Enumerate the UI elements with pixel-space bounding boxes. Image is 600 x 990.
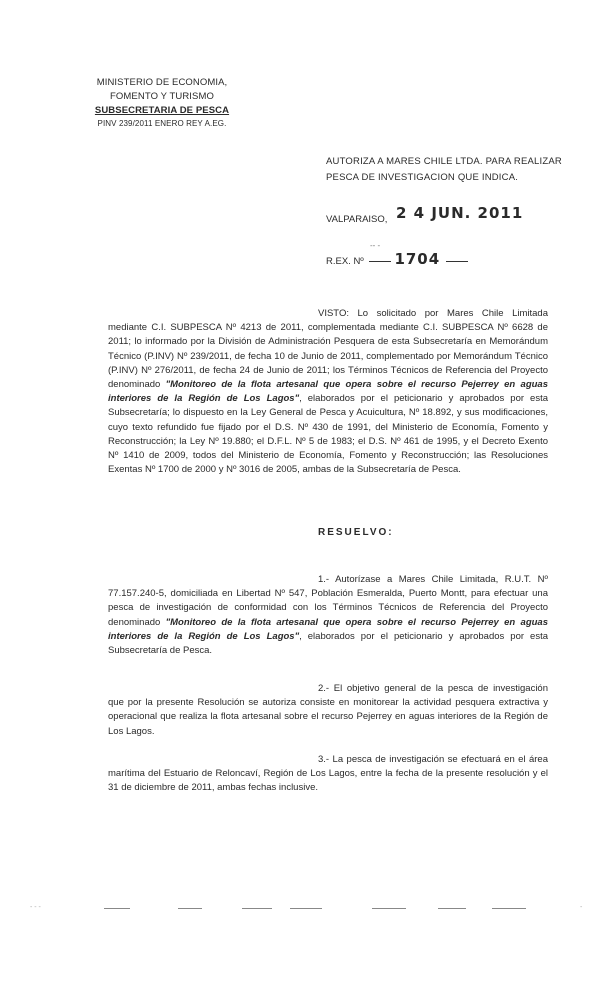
place-label: VALPARAISO, [326, 214, 388, 225]
subject-block [326, 154, 576, 186]
resolution-number [326, 250, 468, 268]
item-1-text-1: Autorízase a Mares Chile Limitada, R.U.T. Nº 77.157.240-5, domiciliada en Libertad Nº 547, Población Esmeralda, Puerto Montt, para efectuar una pesca de investigación de conformidad con los Términos Técnicos de Referencia del Proyecto denominado [108, 574, 548, 628]
footer-rule [104, 908, 130, 909]
scan-mark: - [580, 904, 583, 911]
subject-line-1: AUTORIZA A MARES CHILE LTDA. PARA REALIZAR [326, 156, 562, 167]
rex-number: 1704 [394, 250, 441, 268]
footer-rule [438, 908, 466, 909]
rex-underline-right [446, 261, 468, 262]
item-2-paragraph [108, 682, 548, 739]
visto-label: VISTO: [318, 308, 349, 319]
visto-project-title: "Monitoreo de la flota artesanal que opera sobre el recurso Pejerrey en aguas interiores de la Región de Los Lagos" [108, 379, 548, 405]
item-1-project-title: "Monitoreo de la flota artesanal que opera sobre el recurso Pejerrey en aguas interiores de la Región de Los Lagos" [108, 616, 548, 642]
footer-rule [492, 908, 526, 909]
item-1-number: 1.- [318, 574, 330, 585]
ministry-name-cont: FOMENTO Y TURISMO [110, 91, 214, 102]
ministry-name: MINISTERIO DE ECONOMIA, [96, 77, 228, 88]
item-2-number: 2.- [318, 683, 330, 694]
rex-label: R.EX. Nº [326, 256, 364, 267]
resuelvo-heading: RESUELVO: [318, 527, 394, 538]
subsecretaria-name: SUBSECRETARIA DE PESCA [94, 105, 230, 116]
footer-rule [242, 908, 272, 909]
footer-rule [178, 908, 202, 909]
rex-underline-left [369, 261, 391, 262]
letterhead [82, 76, 242, 130]
footer-rules [0, 908, 600, 918]
visto-text-2: , elaborados por el peticionario y aprobados por esta Subsecretaría; lo dispuesto en la Ley General de Pesca y Acuicultura, Nº 18.892, y sus modificaciones, cuyo texto refundido fue fijado por el D.S. Nº 430 de 1991, del Ministerio de Economía, Fomento y Reconstrucción; la Ley Nº 19.880; el D.F.L. Nº 5 de 1983; el D.S. Nº 461 de 1995, y el Decreto Exento Nº 1410 de 2009, todos del Ministerio de Economía, Fomento y Reconstrucción; las Resoluciones Exentas Nº 1700 de 2000 y Nº 3016 de 2005, ambas de la Subsecretaría de Pesca. [108, 393, 548, 476]
subject-line-2: PESCA DE INVESTIGACION QUE INDICA. [326, 172, 519, 183]
item-3-text: La pesca de investigación se efectuará en el área marítima del Estuario de Reloncaví, Región de Los Lagos, entre la fecha de la presente resolución y el 31 de diciembre de 2011, ambas fechas inclusive. [108, 754, 549, 794]
footer-rule [372, 908, 406, 909]
scan-mark: - - - [30, 904, 41, 911]
visto-paragraph [108, 307, 548, 477]
footer-rule [290, 908, 322, 909]
mark: -- - [370, 241, 381, 250]
item-3-paragraph [108, 753, 548, 796]
date-stamp: 2 4 JUN. 2011 [396, 204, 524, 222]
item-1-text-2: , elaborados por el peticionario y aprobados por esta Subsecretaría de Pesca. [108, 630, 548, 657]
item-2-text: El objetivo general de la pesca de investigación que por la presente Resolución se autoriza consiste en monitorear la actividad pesquera extractiva y operacional que realiza la flota artesanal sobre el recurso Pejerrey en aguas interiores de la Región de Los Lagos. [108, 683, 548, 737]
item-1-paragraph [108, 573, 548, 658]
visto-text-1: Lo solicitado por Mares Chile Limitada mediante C.I. SUBPESCA Nº 4213 de 2011, complementada mediante C.I. SUBPESCA Nº 6628 de 2011; lo informado por la División de Administración Pesquera de esta Subsecretaría en Memorándum Técnico (P.INV) Nº 239/2011, de fecha 10 de Junio de 2011, complementado por Memorándum Técnico (P.INV) Nº 276/2011, de fecha 24 de Junio de 2011; los Términos Técnicos de Referencia del Proyecto denominado [108, 308, 548, 391]
reference-code: PINV 239/2011 ENERO REY A.EG. [97, 119, 227, 128]
item-3-number: 3.- [318, 754, 330, 765]
